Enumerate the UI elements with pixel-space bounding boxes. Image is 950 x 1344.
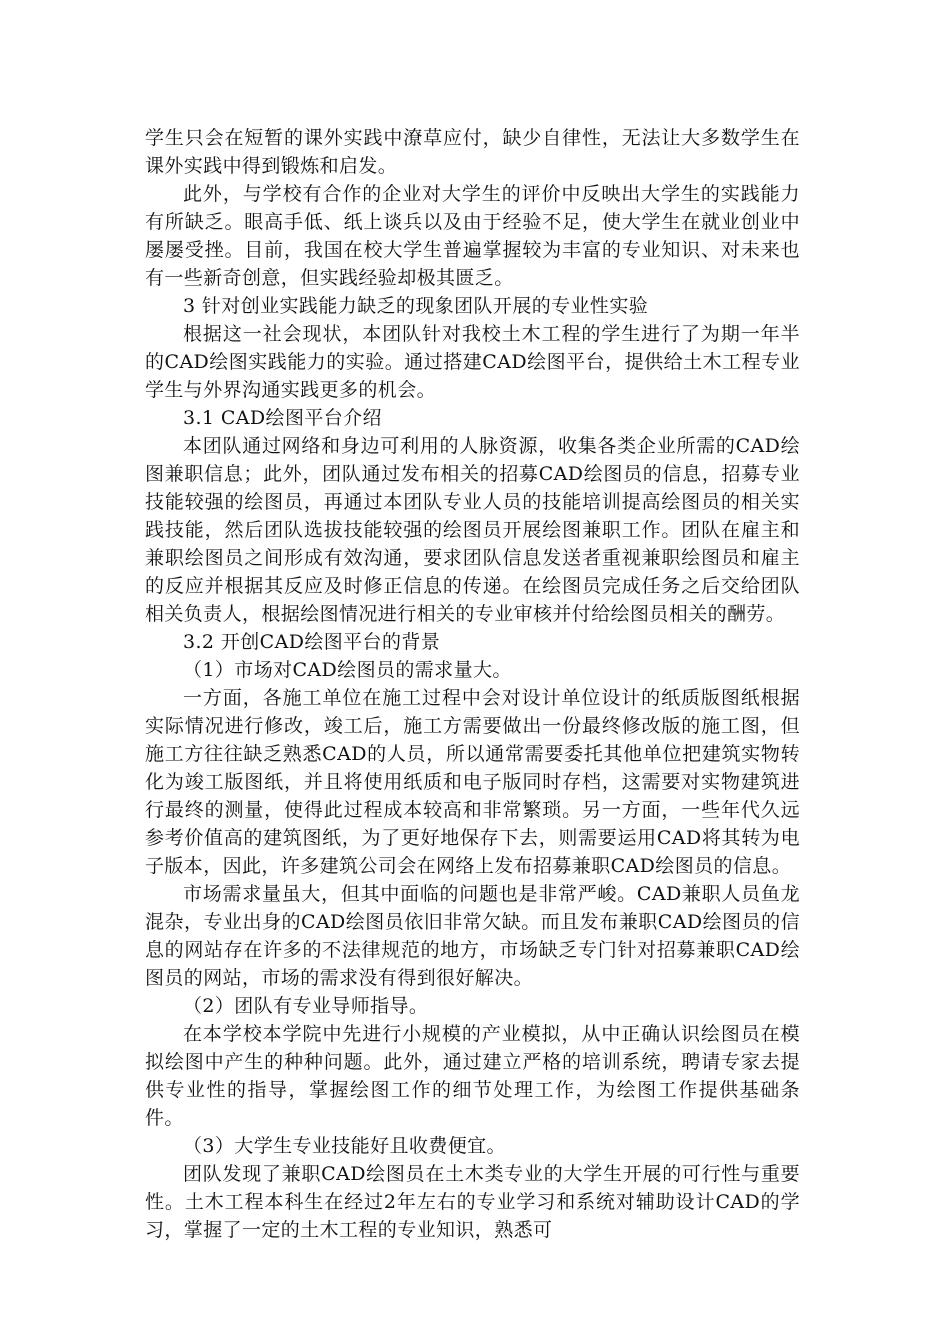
paragraph-1: 学生只会在短暂的课外实践中潦草应付，缺少自律性，无法让大多数学生在课外实践中得到锻炼和启发。 — [145, 127, 800, 177]
document-body — [145, 124, 800, 1244]
paragraph-3: 根据这一社会现状，本团队针对我校土木工程的学生进行了为期一年半的CAD绘图实践能力的实验。通过搭建CAD绘图平台，提供给土木工程专业学生与外界沟通实践更多的机会。 — [145, 323, 800, 401]
subheading-3: （3）大学生专业技能好且收费便宜。 — [183, 1135, 506, 1157]
paragraph-4: 本团队通过网络和身边可利用的人脉资源，收集各类企业所需的CAD绘图兼职信息；此外，团队通过发布相关的招募CAD绘图员的信息，招募专业技能较强的绘图员，再通过本团队专业人员的技能培训提高绘图员的相关实践技能，然后团队选拔技能较强的绘图员开展绘图兼职工作。团队在雇主和兼职绘图员之间形成有效沟通，要求团队信息发送者重视兼职绘图员和雇主的反应并根据其反应及时修正信息的传递。在绘图员完成任务之后交给团队相关负责人，根据绘图情况进行相关的专业审核并付给绘图员相关的酬劳。 — [145, 435, 800, 625]
paragraph-5: 一方面，各施工单位在施工过程中会对设计单位设计的纸质版图纸根据实际情况进行修改，竣工后，施工方需要做出一份最终修改版的施工图，但施工方往往缺乏熟悉CAD的人员，所以通常需要委托其他单位把建筑实物转化为竣工版图纸，并且将使用纸质和电子版同时存档，这需要对实物建筑进行最终的测量，使得此过程成本较高和非常繁琐。另一方面，一些年代久远参考价值高的建筑图纸，为了更好地保存下去，则需要运用CAD将其转为电子版本，因此，许多建筑公司会在网络上发布招募兼职CAD绘图员的信息。 — [145, 687, 800, 877]
section-heading-3-2: 3.2 开创CAD绘图平台的背景 — [183, 631, 441, 653]
subheading-2: （2）团队有专业导师指导。 — [183, 995, 429, 1017]
paragraph-2: 此外，与学校有合作的企业对大学生的评价中反映出大学生的实践能力有所缺乏。眼高手低、纸上谈兵以及由于经验不足，使大学生在就业创业中屡屡受挫。目前，我国在校大学生普遍掌握较为丰富的专业知识、对未来也有一些新奇创意，但实践经验却极其匮乏。 — [145, 183, 800, 289]
section-heading-3-1: 3.1 CAD绘图平台介绍 — [183, 407, 382, 429]
paragraph-6: 市场需求量虽大，但其中面临的问题也是非常严峻。CAD兼职人员鱼龙混杂，专业出身的CAD绘图员依旧非常欠缺。而且发布兼职CAD绘图员的信息的网站存在许多的不法律规范的地方，市场缺乏专门针对招募兼职CAD绘图员的网站，市场的需求没有得到很好解决。 — [145, 883, 800, 989]
paragraph-8: 团队发现了兼职CAD绘图员在土木类专业的大学生开展的可行性与重要性。土木工程本科生在经过2年左右的专业学习和系统对辅助设计CAD的学习，掌握了一定的土木工程的专业知识，熟悉可 — [145, 1163, 800, 1241]
paragraph-7: 在本学校本学院中先进行小规模的产业模拟，从中正确认识绘图员在模拟绘图中产生的种种问题。此外，通过建立严格的培训系统，聘请专家去提供专业性的指导，掌握绘图工作的细节处理工作，为绘图工作提供基础条件。 — [145, 1023, 800, 1129]
subheading-1: （1）市场对CAD绘图员的需求量大。 — [183, 659, 512, 681]
section-heading-3: 3 针对创业实践能力缺乏的现象团队开展的专业性实验 — [183, 295, 649, 317]
